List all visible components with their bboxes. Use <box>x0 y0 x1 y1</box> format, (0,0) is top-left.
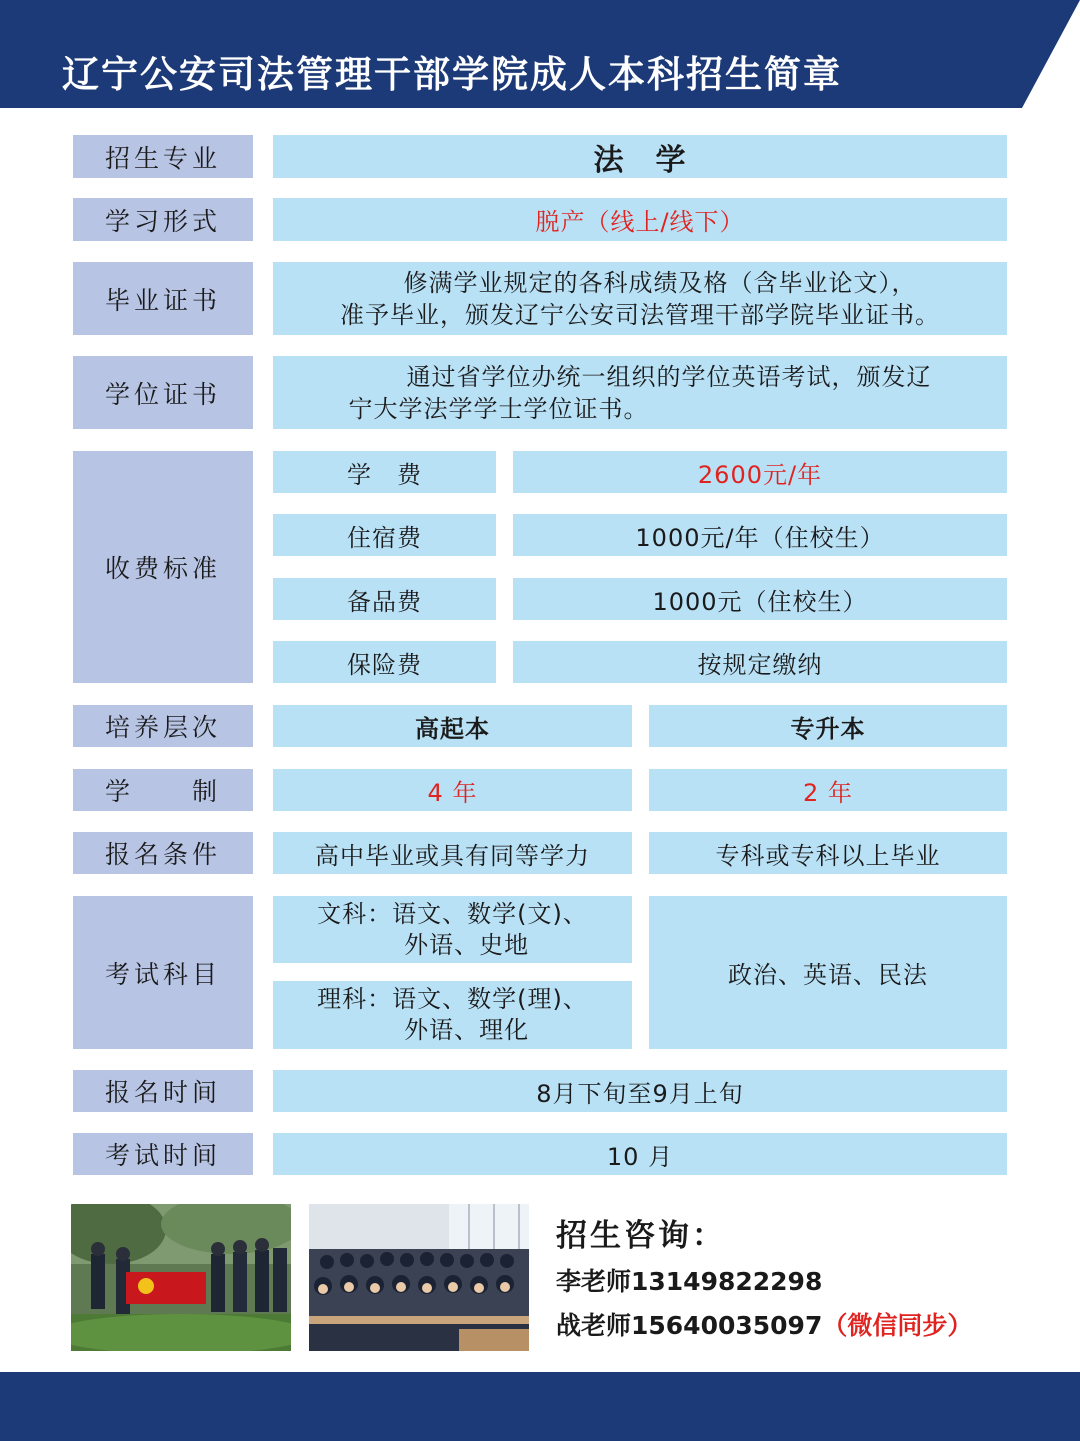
label-major: 招生专业 <box>73 135 253 178</box>
value-study-form: 脱产（线上/线下） <box>273 198 1007 241</box>
label-exam-time: 考试时间 <box>73 1133 253 1175</box>
label-level: 培养层次 <box>73 705 253 747</box>
degree-line2: 宁大学法学学士学位证书。 <box>348 394 649 423</box>
label-requirement: 报名条件 <box>73 832 253 874</box>
exam-subjects-b: 政治、英语、民法 <box>649 896 1007 1049</box>
fee-value-lodging: 1000元/年（住校生） <box>513 514 1007 556</box>
contact-teacher1: 李老师13149822298 <box>556 1267 823 1296</box>
photo-outdoor-ceremony-image <box>71 1204 291 1351</box>
fee-name-tuition: 学 费 <box>273 451 496 493</box>
exam-subjects-science <box>273 981 632 1049</box>
label-exam-subjects: 考试科目 <box>73 896 253 1049</box>
fee-name-supplies: 备品费 <box>273 578 496 620</box>
arts-line1: 文科：语文、数学(文)、 <box>317 899 588 928</box>
exam-subjects-arts <box>273 896 632 963</box>
fee-name-insurance: 保险费 <box>273 641 496 683</box>
level-a: 高起本 <box>273 705 632 747</box>
footer-bar <box>0 1372 1080 1441</box>
wechat-note: （微信同步） <box>822 1311 973 1340</box>
duration-a: 4 年 <box>273 769 632 811</box>
level-b: 专升本 <box>649 705 1007 747</box>
science-line2: 外语、理化 <box>404 1016 530 1044</box>
degree-line1: 通过省学位办统一组织的学位英语考试，颁发辽 <box>406 362 932 391</box>
value-diploma <box>273 262 1007 335</box>
science-line1: 理科：语文、数学(理)、 <box>317 985 588 1013</box>
value-exam-time: 10 月 <box>273 1133 1007 1175</box>
fee-name-lodging: 住宿费 <box>273 514 496 556</box>
value-reg-time: 8月下旬至9月上旬 <box>273 1070 1007 1112</box>
label-degree: 学位证书 <box>73 356 253 429</box>
label-fees: 收费标准 <box>73 451 253 683</box>
page-title: 辽宁公安司法管理干部学院成人本科招生简章 <box>62 53 842 96</box>
value-degree <box>273 356 1007 429</box>
fee-value-tuition: 2600元/年 <box>513 451 1007 493</box>
label-reg-time: 报名时间 <box>73 1070 253 1112</box>
fee-value-supplies: 1000元（住校生） <box>513 578 1007 620</box>
arts-line2: 外语、史地 <box>404 930 530 959</box>
contact-teacher2-row <box>556 1306 972 1342</box>
fee-value-insurance: 按规定缴纳 <box>513 641 1007 683</box>
photo-classroom-image <box>309 1204 529 1351</box>
diploma-line1: 修满学业规定的各科成绩及格（含毕业论文）， <box>403 268 917 297</box>
contact-teacher2: 战老师15640035097 <box>556 1311 823 1340</box>
requirement-b: 专科或专科以上毕业 <box>649 832 1007 874</box>
contact-title: 招生咨询： <box>556 1218 726 1254</box>
duration-b: 2 年 <box>649 769 1007 811</box>
photo-classroom <box>309 1204 529 1351</box>
diploma-line2: 准予毕业，颁发辽宁公安司法管理干部学院毕业证书。 <box>340 300 940 329</box>
label-diploma: 毕业证书 <box>73 262 253 335</box>
value-major: 法 学 <box>273 135 1007 178</box>
requirement-a: 高中毕业或具有同等学力 <box>273 832 632 874</box>
label-study-form: 学习形式 <box>73 198 253 241</box>
photo-outdoor-ceremony <box>71 1204 291 1351</box>
label-duration: 学 制 <box>73 769 253 811</box>
